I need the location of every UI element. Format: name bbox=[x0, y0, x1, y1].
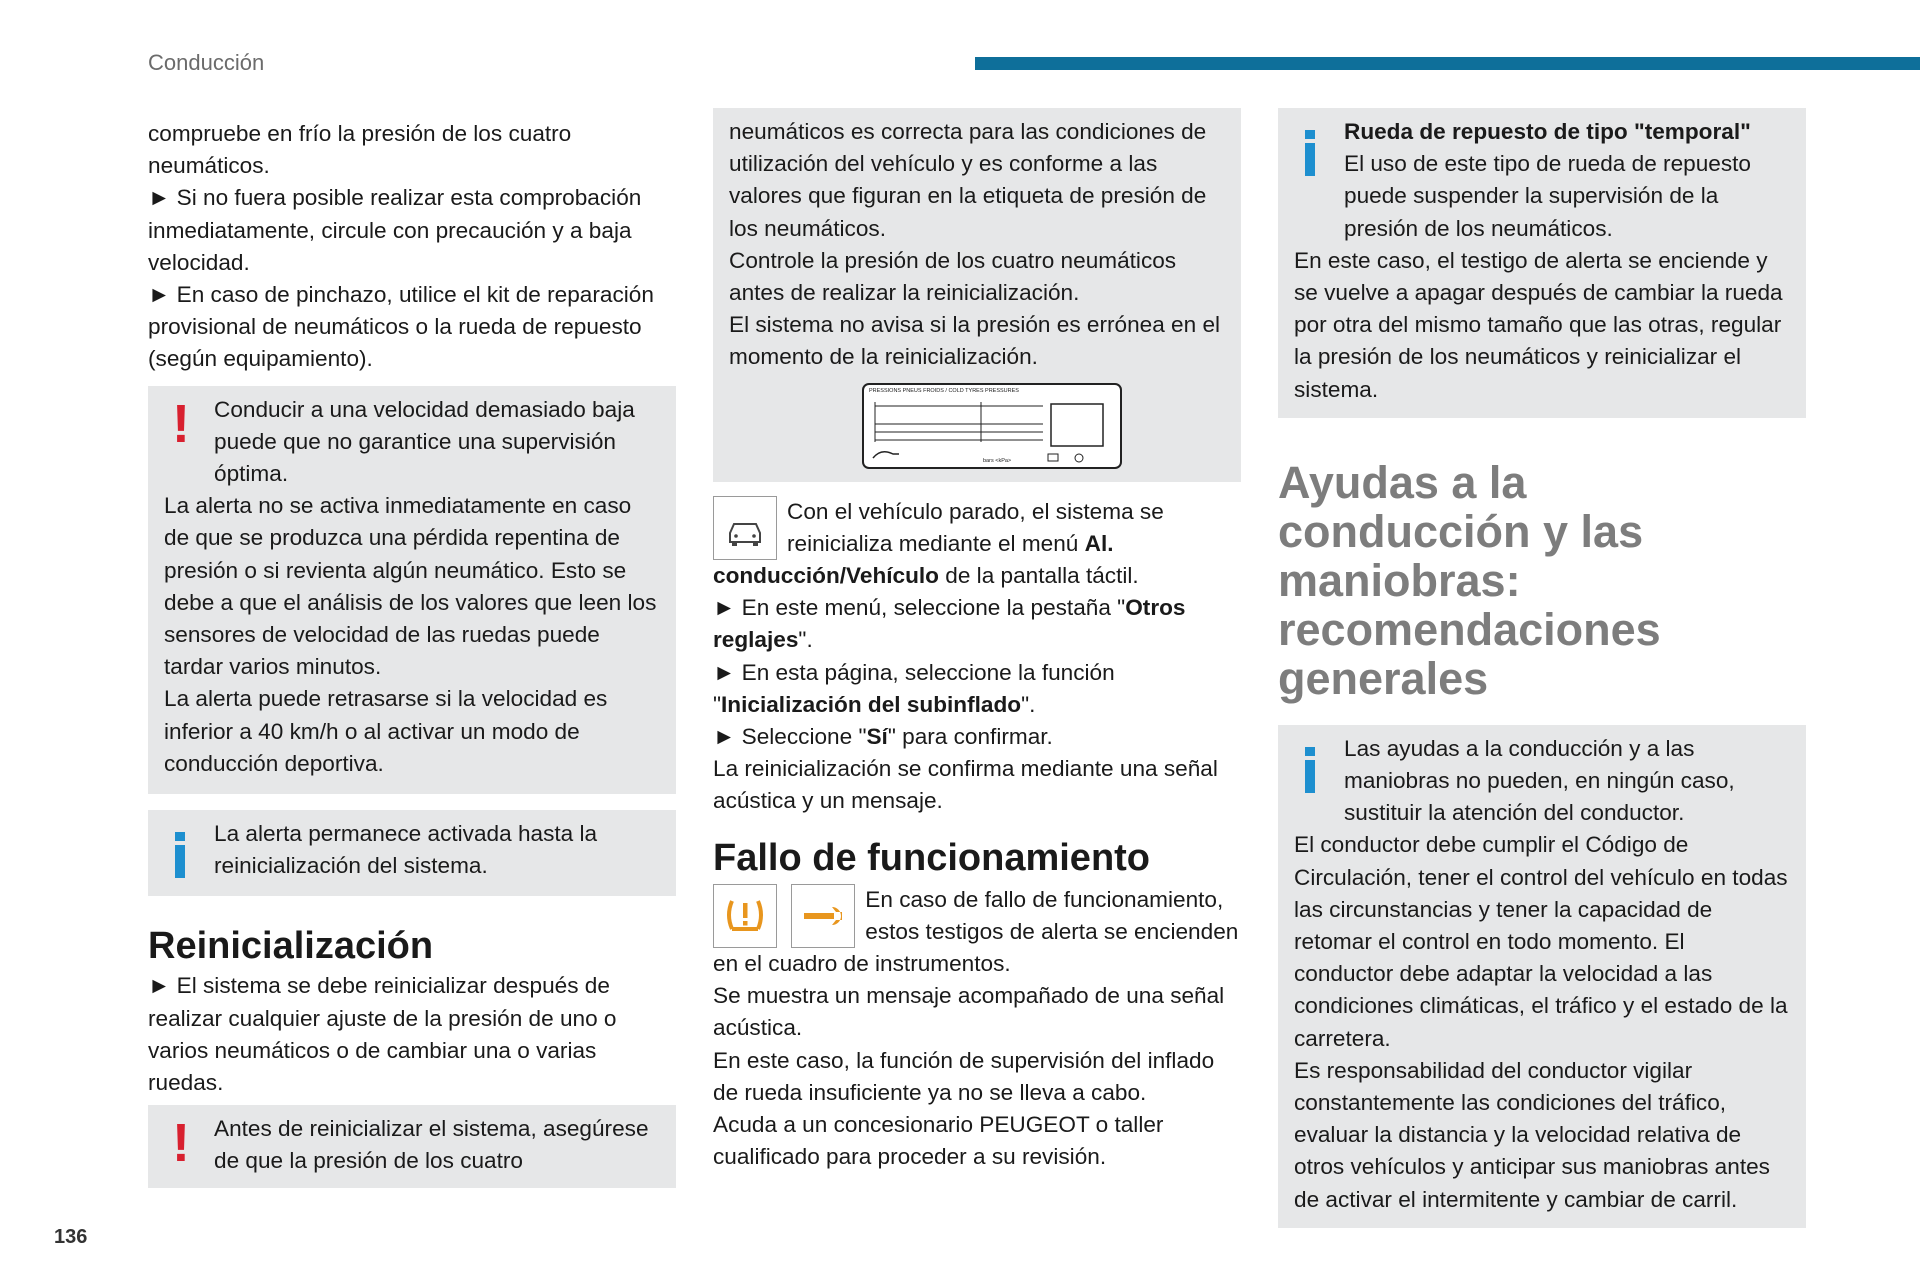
warning-text: Conducir a una velocidad demasiado baja puede que no garantice una supervisión óptima. bbox=[214, 396, 635, 487]
tyre-pressure-label-illustration bbox=[861, 382, 1123, 470]
info-box bbox=[148, 810, 676, 896]
info-text: El uso de este tipo de rueda de repuesto puede suspender la supervisión de la presión de los neumáticos. bbox=[1344, 151, 1751, 241]
info-icon bbox=[173, 832, 187, 878]
warning-text: neumáticos es correcta para las condiciones de utilización del vehículo y es conforme a las valores que figuran en la etiqueta de presión de los neumáticos. bbox=[729, 119, 1207, 241]
info-text: El conductor debe cumplir el Código de Circulación, tener el control del vehículo en todas las circunstancias y tener la capacidad de retomar el control en todo momento. El conductor debe adaptar la velocidad a las condiciones climáticas, el tráfico y el estado de la carretera. bbox=[1294, 832, 1788, 1051]
car-menu-icon-box bbox=[713, 496, 777, 560]
paragraph: En caso de fallo de funcionamiento, estos testigos de alerta se encienden en el cuadro de instrumentos. bbox=[713, 886, 1239, 977]
warning-box bbox=[148, 1105, 676, 1187]
malfunction-section bbox=[713, 884, 1241, 1174]
header-accent-bar bbox=[975, 57, 1920, 70]
info-box bbox=[1278, 725, 1806, 1228]
running-header: Conducción bbox=[148, 50, 265, 75]
column-right bbox=[1278, 118, 1806, 1228]
tyre-label-svg bbox=[861, 382, 1123, 470]
info-text: En este caso, el testigo de alerta se enciende y se vuelve a apagar después de cambiar la rueda por otra del mismo tamaño que las otras, regular la presión de los neumáticos y reinicializar el sistema. bbox=[1294, 247, 1783, 402]
info-icon bbox=[1303, 747, 1317, 793]
info-text: Es responsabilidad del conductor vigilar constantemente las condiciones del tráfico, evaluar la distancia y la velocidad relativa de otros vehículos y anticipar sus maniobras antes de activar el intermitente y cambiar de carril. bbox=[1294, 1057, 1770, 1212]
section-heading-ayudas: Ayudas a la conducción y las maniobras: recomendaciones generales bbox=[1278, 456, 1661, 704]
section-heading-fallo: Fallo de funcionamiento bbox=[713, 836, 1151, 879]
paragraph: La reinicialización se confirma mediante una señal acústica y un mensaje. bbox=[713, 756, 1218, 814]
column-middle bbox=[713, 118, 1241, 1173]
bullet-paragraph: ► Seleccione "Sí" para confirmar. bbox=[713, 724, 1053, 750]
warning-text: El sistema no avisa si la presión es errónea en el momento de la reinicialización. bbox=[729, 312, 1221, 370]
label-units: bars <kPa> bbox=[983, 457, 1012, 464]
car-icon bbox=[714, 497, 776, 559]
bullet-paragraph: ► En caso de pinchazo, utilice el kit de reparación provisional de neumáticos o la rueda de repuesto (según equipamiento). bbox=[148, 282, 654, 372]
service-wrench-icon-box bbox=[791, 884, 855, 948]
info-icon bbox=[1303, 130, 1317, 176]
label-title: PRESSIONS PNEUS FROIDS / COLD TYRES PRESSURES bbox=[869, 387, 1019, 394]
section-heading-reinicializacion: Reinicialización bbox=[148, 925, 434, 968]
bullet-paragraph: ► El sistema se debe reinicializar después de realizar cualquier ajuste de la presión de uno o varios neumáticos o de cambiar una o varias ruedas. bbox=[148, 973, 617, 1096]
warning-box bbox=[148, 386, 676, 794]
warning-text: La alerta no se activa inmediatamente en caso de que se produzca una pérdida repentina de presión o si revienta algún neumático. Esto se debe a que el análisis de los valores que leen los sensores de velocidad de las ruedas puede tardar varios minutos. bbox=[164, 493, 657, 680]
info-title: Rueda de repuesto de tipo "temporal" bbox=[1344, 119, 1751, 144]
reset-instructions bbox=[713, 496, 1241, 818]
warning-text: La alerta puede retrasarse si la velocidad es inferior a 40 km/h o al activar un modo de conducción deportiva. bbox=[164, 686, 608, 776]
paragraph: compruebe en frío la presión de los cuatro neumáticos. bbox=[148, 121, 572, 179]
page-number: 136 bbox=[54, 1226, 88, 1248]
exclamation-icon: ! bbox=[172, 1113, 190, 1174]
warning-lamps bbox=[713, 884, 855, 948]
info-text: Las ayudas a la conducción y a las maniobras no pueden, en ningún caso, sustituir la atención del conductor. bbox=[1344, 735, 1735, 826]
paragraph: Se muestra un mensaje acompañado de una señal acústica. bbox=[713, 983, 1225, 1041]
paragraph: En este caso, la función de supervisión del inflado de rueda insuficiente ya no se lleva a cabo. bbox=[713, 1047, 1215, 1105]
column-left bbox=[148, 118, 676, 1188]
exclamation-icon: ! bbox=[172, 393, 190, 454]
paragraph: Con el vehículo parado, el sistema se reinicializa mediante el menú Al. conducción/Vehículo de la pantalla táctil. bbox=[713, 498, 1164, 589]
tyre-pressure-warning-icon bbox=[714, 885, 776, 947]
wrench-icon bbox=[792, 885, 854, 947]
info-text: La alerta permanece activada hasta la reinicialización del sistema. bbox=[214, 821, 598, 879]
info-box bbox=[1278, 108, 1806, 418]
continued-warning-box bbox=[713, 108, 1241, 482]
bullet-paragraph: ► Si no fuera posible realizar esta comprobación inmediatamente, circule con precaución y a baja velocidad. bbox=[148, 185, 642, 275]
bullet-paragraph: ► En esta página, seleccione la función "Inicialización del subinflado". bbox=[713, 659, 1115, 717]
bullet-paragraph: ► En este menú, seleccione la pestaña "Otros reglajes". bbox=[713, 595, 1186, 653]
tyre-pressure-warning-icon-box bbox=[713, 884, 777, 948]
paragraph: Acuda a un concesionario PEUGEOT o taller cualificado para proceder a su revisión. bbox=[713, 1112, 1164, 1170]
warning-text: Antes de reinicializar el sistema, asegúrese de que la presión de los cuatro bbox=[214, 1116, 649, 1174]
warning-text: Controle la presión de los cuatro neumáticos antes de realizar la reinicialización. bbox=[729, 247, 1177, 306]
